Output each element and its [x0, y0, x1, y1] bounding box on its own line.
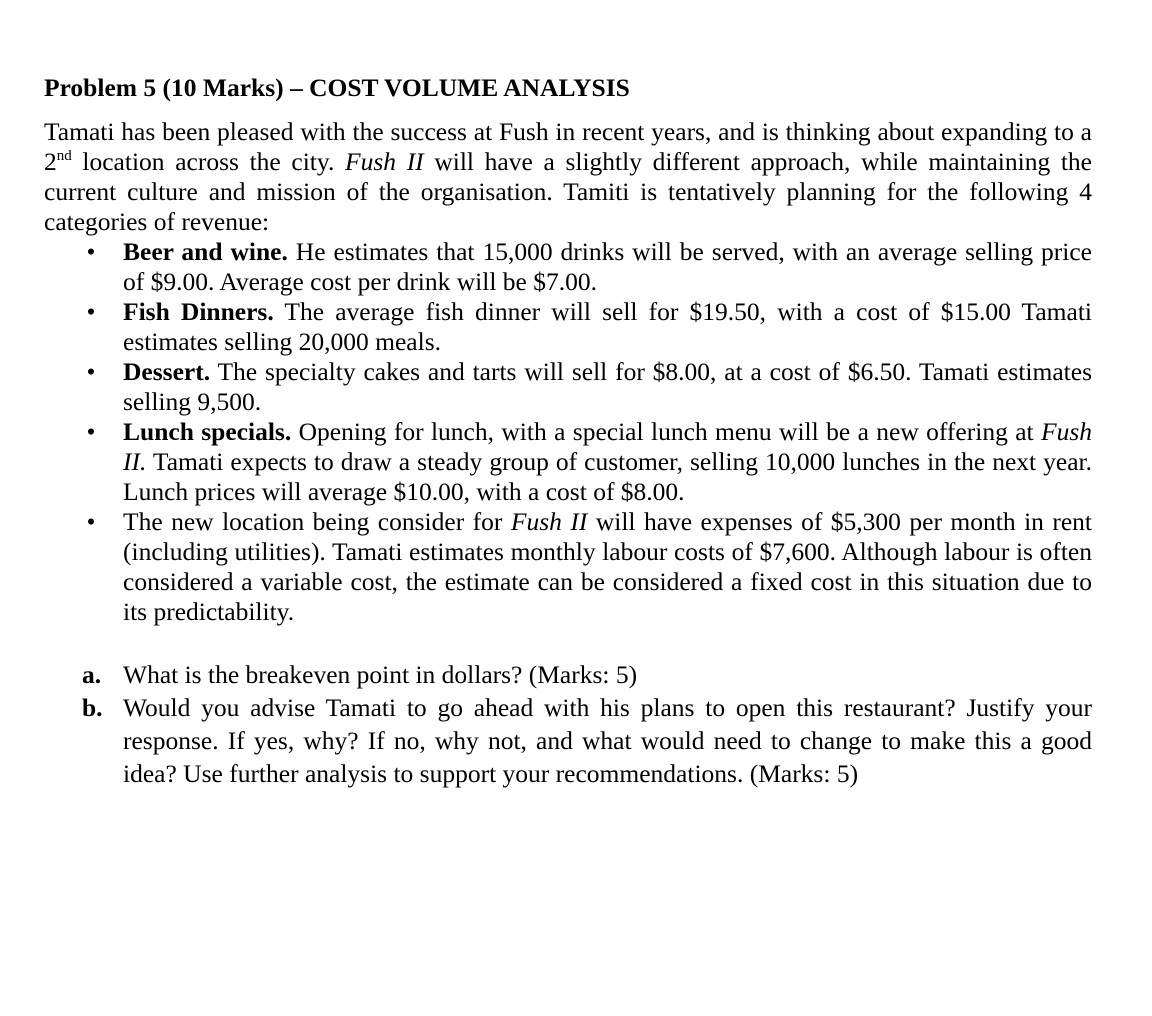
question-text: What is the breakeven point in dollars? (Marks: 5) [123, 660, 638, 689]
intro-italic: Fush II [345, 147, 424, 176]
bullet-dessert [44, 357, 1092, 417]
intro-text-1: Tamati has been pleased with the success at Fush in recent years, and is thinking about expanding to a 2 [44, 117, 1092, 176]
bullet-italic: Fush II [510, 507, 588, 536]
question-b [44, 691, 1092, 790]
bullet-text: The average fish dinner will sell for $19.50, with a cost of $15.00 Tamati estimates selling 20,000 meals. [123, 297, 1092, 356]
bullet-heading: Dessert. [123, 357, 211, 386]
bullet-text: The new location being consider for [123, 507, 511, 536]
bullet-fixed-costs [44, 507, 1092, 627]
bullet-italic: Fush II. [123, 417, 1092, 476]
bullet-text: He estimates that 15,000 drinks will be served, with an average selling price of $9.00. Average cost per drink will be $7.00. [123, 237, 1092, 296]
question-a [44, 658, 1092, 691]
bullet-text: will have expenses of $5,300 per month in rent (including utilities). Tamati estimates monthly labour costs of $7,600. Although labour is often considered a variable cost, the estimate can be considered a fixed cost in this situation due to its predictability. [123, 507, 1093, 626]
bullet-text: Opening for lunch, with a special lunch menu will be a new offering at [291, 417, 1041, 446]
bullet-heading: Lunch specials. [123, 417, 292, 446]
intro-paragraph [44, 117, 1092, 237]
problem-title: Problem 5 (10 Marks) – COST VOLUME ANALYSIS [44, 73, 630, 102]
question-label: a. [82, 660, 102, 689]
bullet-heading: Fish Dinners. [123, 297, 274, 326]
bullet-dot-icon: • [86, 357, 96, 386]
bullet-dot-icon: • [86, 237, 96, 266]
bullet-dot-icon: • [86, 417, 96, 446]
intro-text-3: will have a slightly different approach, while maintaining the current culture and mission of the organisation. Tamiti is tentatively planning for the following 4 categories of revenue: [44, 147, 1093, 236]
bullet-heading: Beer and wine. [123, 237, 288, 266]
bullet-dot-icon: • [86, 507, 96, 536]
revenue-bullet-list [44, 237, 1092, 627]
intro-text-2: location across the city. [71, 147, 346, 176]
bullet-dot-icon: • [86, 297, 96, 326]
bullet-lunch-specials [44, 417, 1092, 507]
question-list [44, 658, 1092, 790]
bullet-beer-wine [44, 237, 1092, 297]
bullet-fish-dinners [44, 297, 1092, 357]
bullet-text: The specialty cakes and tarts will sell for $8.00, at a cost of $6.50. Tamati estimates selling 9,500. [123, 357, 1092, 416]
question-label: b. [82, 693, 103, 722]
bullet-text: Tamati expects to draw a steady group of customer, selling 10,000 lunches in the next year. Lunch prices will average $10.00, with a cost of $8.00. [123, 447, 1092, 506]
question-text: Would you advise Tamati to go ahead with his plans to open this restaurant? Justify your response. If yes, why? If no, why not, and what would need to change to make this a good idea? Use further analysis to support your recommendations. (Marks: 5) [123, 693, 1092, 788]
intro-superscript: nd [56, 148, 72, 164]
